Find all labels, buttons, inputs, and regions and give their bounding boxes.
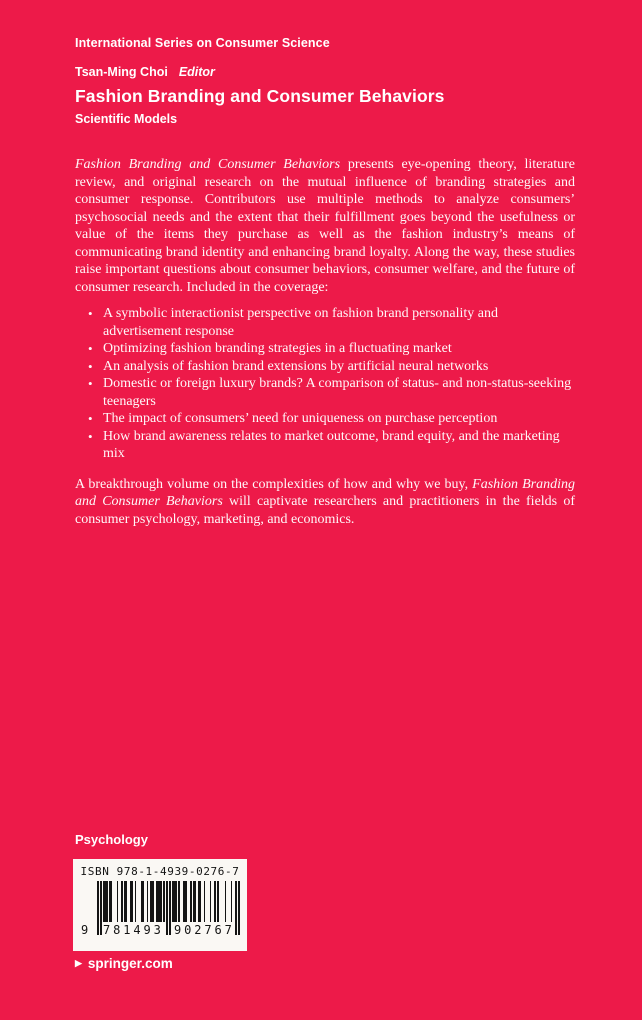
- coverage-item: • Optimizing fashion branding strategies in a fluctuating market: [75, 340, 575, 358]
- coverage-item: • A symbolic interactionist perspective on fashion brand personality and advertisement response: [75, 305, 575, 340]
- triangle-icon: ▶: [75, 958, 82, 968]
- isbn-label: ISBN 978-1-4939-0276-7: [80, 865, 240, 878]
- description-text: presents eye-opening theory, literature review, and original research on the mutual influence of branding strategies and consumer response. Contributors use multiple methods to analyze consumers’ psychosocial needs and the extent that their fulfillment goes beyond the usefulness or value of the items they purchase as well as the fashion industry’s means of communicating brand identity and enhancing brand loyalty. Along the way, these studies raise important questions about consumer behaviors, consumer welfare, and the future of consumer research. Included in the coverage:: [75, 157, 575, 295]
- closing-title-italic: Fashion Branding and Consumer Behaviors: [75, 476, 575, 509]
- coverage-item: • An analysis of fashion brand extensions by artificial neural networks: [75, 358, 575, 376]
- coverage-item: • The impact of consumers’ need for uniqueness on purchase perception: [75, 410, 575, 428]
- barcode: [73, 859, 247, 951]
- description-paragraph: [75, 156, 575, 296]
- coverage-item: • How brand awareness relates to market outcome, brand equity, and the marketing mix: [75, 428, 575, 463]
- author-line: [75, 65, 575, 79]
- coverage-item: • Domestic or foreign luxury brands? A comparison of status- and non-status-seeking teenagers: [75, 375, 575, 410]
- barcode-digit-lead: 9: [81, 923, 89, 937]
- closing-pre: A breakthrough volume on the complexities of how and why we buy,: [75, 476, 473, 492]
- publisher-link: [75, 956, 173, 971]
- closing-paragraph: [75, 476, 575, 529]
- editor-role-label: Editor: [178, 65, 215, 79]
- category-label: Psychology: [75, 832, 148, 847]
- series-title: International Series on Consumer Science: [75, 36, 330, 50]
- book-title: Fashion Branding and Consumer Behaviors: [75, 86, 445, 106]
- coverage-list: [75, 305, 575, 463]
- title-mention-italic: Fashion Branding and Consumer Behaviors: [75, 157, 341, 172]
- barcode-digits-right: 902767: [174, 923, 235, 937]
- back-cover-copy: [75, 156, 575, 528]
- closing-post: will captivate researchers and practitioners in the fields of consumer psychology, marketing, and economics.: [75, 494, 576, 527]
- book-subtitle: Scientific Models: [75, 112, 178, 126]
- barcode-bars: [81, 881, 240, 937]
- editor-name: Tsan-Ming Choi: [75, 65, 168, 79]
- barcode-digits-left: 781493: [103, 923, 164, 937]
- publisher-url: springer.com: [87, 956, 173, 971]
